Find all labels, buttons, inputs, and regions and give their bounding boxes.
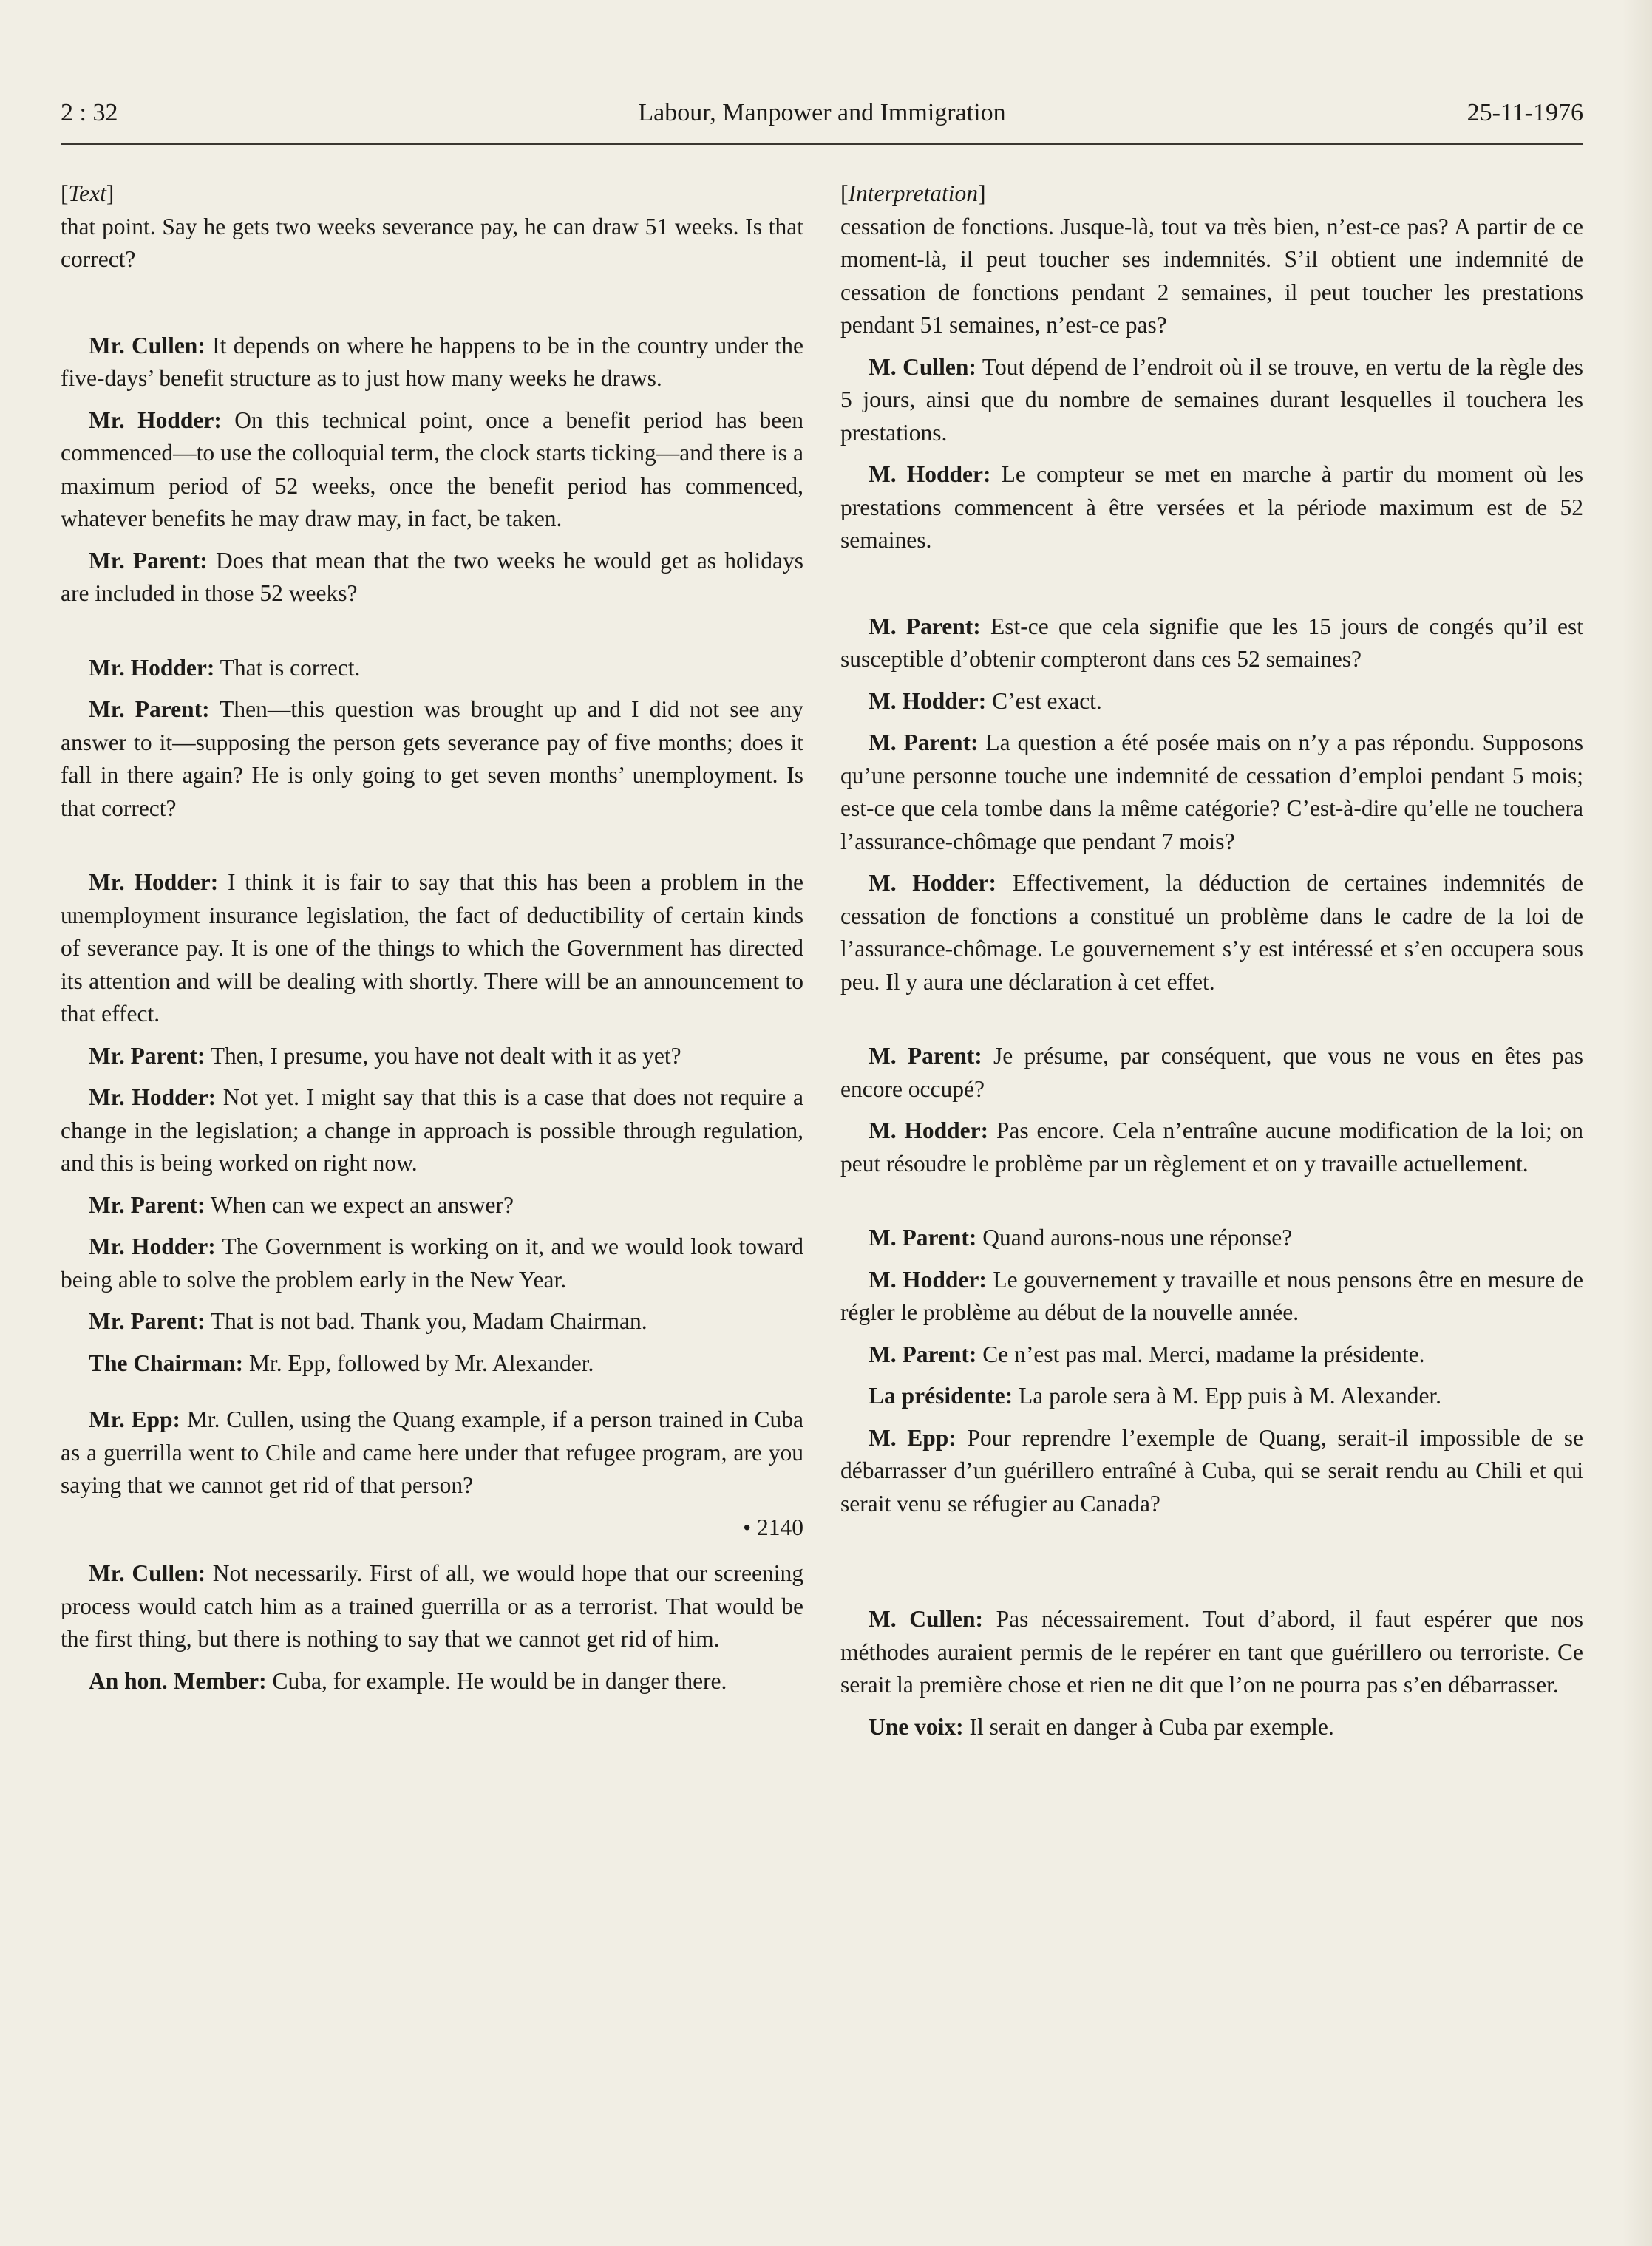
speaker-name: Mr. Hodder: <box>89 654 215 681</box>
speaker-name: M. Hodder: <box>869 687 987 714</box>
speech-paragraph: M. Parent: Ce n’est pas mal. Merci, madame la présidente. <box>869 1341 1425 1367</box>
speech-paragraph: M. Cullen: Pas nécessairement. Tout d’abord, il faut espérer que nos méthodes auraient permis de le repérer en tant que guérillero ou terroriste. Ce serait la première chose et rien ne dit que l’on ne pourra pas s’en débarrasser. <box>840 1606 1583 1698</box>
speech-paragraph: Mr. Parent: Then, I presume, you have not dealt with it as yet? <box>89 1042 681 1069</box>
speech-paragraph: M. Parent: Je présume, par conséquent, que vous ne vous en êtes pas encore occupé? <box>840 1043 1583 1102</box>
spacer <box>840 1189 1583 1222</box>
paragraph-intro: that point. Say he gets two weeks severance pay, he can draw 51 weeks. Is that correct? <box>61 213 803 272</box>
speaker-name: Une voix: <box>869 1713 964 1740</box>
speaker-name: Mr. Hodder: <box>89 406 222 433</box>
speech-paragraph: M. Parent: Quand aurons-nous une réponse? <box>869 1225 1293 1250</box>
section-label-text: [Text] <box>61 180 115 206</box>
section-label-interpretation: [Interpretation] <box>840 180 986 206</box>
speaker-name: M. Hodder: <box>869 870 997 896</box>
speech-paragraph: Mr. Parent: Does that mean that the two weeks he would get as holidays are included in those 52 weeks? <box>61 547 803 606</box>
speech-paragraph: La présidente: La parole sera à M. Epp puis à M. Alexander. <box>869 1383 1442 1409</box>
speaker-name: Mr. Cullen: <box>89 1560 206 1586</box>
speaker-name: M. Parent: <box>869 1225 977 1250</box>
speech-paragraph: Mr. Parent: Then—this question was brought up and I did not see any answer to it—supposing the person gets severance pay of five months; does it fall in there again? He is only going to get seven months’ unemployment. Is that correct? <box>61 696 803 821</box>
spacer <box>61 285 803 330</box>
speech-paragraph: M. Cullen: Tout dépend de l’endroit où il se trouve, en vertu de la règle des 5 jours, ainsi que du nombre de semaines durant lesquelles il touchera les prestations. <box>840 353 1583 446</box>
speech-paragraph: An hon. Member: Cuba, for example. He would be in danger there. <box>89 1667 727 1694</box>
speech-paragraph: M. Parent: La question a été posée mais on n’y a pas répondu. Supposons qu’une personne touche une indemnité de cessation d’emploi pendant 5 mois; est-ce que cela tombe dans la même catégorie? C’est-à-dire qu’elle ne touchera l’assurance-chômage que pendant 7 mois? <box>840 729 1584 854</box>
speech-paragraph: M. Hodder: Le gouvernement y travaille et nous pensons être en mesure de régler le problème au début de la nouvelle année. <box>840 1266 1583 1325</box>
speech-paragraph: Mr. Hodder: On this technical point, once a benefit period has been commenced—to use the colloquial term, the clock starts ticking—and there is a maximum period of 52 weeks, once the benefit period has commenced, whatever benefits he may draw may, in fact, be taken. <box>61 406 803 531</box>
time-marker: • 2140 <box>743 1514 803 1540</box>
speech-paragraph: The Chairman: Mr. Epp, followed by Mr. Alexander. <box>89 1350 594 1376</box>
speech-paragraph: Mr. Parent: That is not bad. Thank you, Madam Chairman. <box>89 1308 647 1334</box>
page-number: 2 : 32 <box>61 99 118 126</box>
speech-paragraph: Mr. Parent: When can we expect an answer? <box>89 1191 514 1218</box>
speaker-name: Mr. Parent: <box>89 1308 205 1334</box>
spacer <box>840 566 1583 610</box>
speech-paragraph: M. Hodder: Pas encore. Cela n’entraîne aucune modification de la loi; on peut résoudre le problème par un règlement et on y travaille actuellement. <box>840 1117 1583 1177</box>
speaker-name: Mr. Hodder: <box>89 1233 216 1259</box>
speaker-name: Mr. Epp: <box>89 1406 181 1432</box>
header-rule <box>61 143 1583 145</box>
speaker-name: Mr. Parent: <box>89 696 210 722</box>
publication-title: Labour, Manpower and Immigration <box>638 99 1006 126</box>
speech-paragraph: Mr. Hodder: The Government is working on it, and we would look toward being able to solve the problem early in the New Year. <box>61 1233 804 1293</box>
speech-paragraph: M. Epp: Pour reprendre l’exemple de Quang, serait-il impossible de se débarrasser d’un guérillero entraîné à Cuba, qui se serait rendu au Chili et qui serait venu se réfugier au Canada? <box>840 1424 1583 1517</box>
speaker-name: M. Hodder: <box>869 1266 987 1293</box>
speech-paragraph: Mr. Hodder: Not yet. I might say that this is a case that does not require a change in the legislation; a change in approach is possible through regulation, and this is being worked on right now. <box>61 1084 804 1176</box>
speaker-name: Mr. Parent: <box>89 547 208 574</box>
speech-paragraph: M. Hodder: Le compteur se met en marche à partir du moment où les prestations commencent à être versées et la période maximum est de 52 semaines. <box>840 461 1583 553</box>
speaker-name: Mr. Hodder: <box>89 869 219 895</box>
spacer <box>61 834 803 866</box>
speaker-name: M. Hodder: <box>869 1117 989 1143</box>
speaker-name: M. Parent: <box>869 1341 977 1367</box>
speaker-name: Mr. Parent: <box>89 1191 205 1218</box>
speaker-name: Mr. Parent: <box>89 1042 205 1069</box>
paragraph-intro: cessation de fonctions. Jusque-là, tout va très bien, n’est-ce pas? A partir de ce moment-là, il peut toucher ses indemnités. S’il obtient une indemnité de cessation de fonctions pendant 2 semaines, il peut toucher les prestations pendant 51 semaines, n’est-ce pas? <box>840 213 1583 338</box>
speech-paragraph: Une voix: Il serait en danger à Cuba par exemple. <box>869 1713 1334 1740</box>
speech-paragraph: Mr. Cullen: It depends on where he happens to be in the country under the five-days’ benefit structure as to just how many weeks he draws. <box>61 332 803 391</box>
speaker-name: M. Epp: <box>869 1424 956 1451</box>
speech-paragraph: M. Parent: Est-ce que cela signifie que les 15 jours de congés qu’il est susceptible d’obtenir compteront dans ces 52 semaines? <box>840 613 1583 672</box>
speaker-name: M. Cullen: <box>869 1606 984 1632</box>
speaker-name: M. Hodder: <box>869 461 991 487</box>
speaker-name: M. Parent: <box>869 1043 982 1069</box>
running-header <box>61 95 1583 143</box>
speaker-name: La présidente: <box>869 1383 1013 1409</box>
speech-paragraph: Mr. Cullen: Not necessarily. First of all, we would hope that our screening process would catch him as a trained guerrilla or as a terrorist. That would be the first thing, but there is nothing to say that we cannot get rid of him. <box>61 1560 803 1652</box>
spacer <box>840 1529 1583 1603</box>
speaker-name: The Chairman: <box>89 1350 244 1376</box>
speaker-name: M. Parent: <box>869 613 981 639</box>
spacer <box>61 1389 803 1403</box>
english-column <box>61 177 803 1706</box>
french-column <box>840 177 1583 1752</box>
speech-paragraph: Mr. Epp: Mr. Cullen, using the Quang example, if a person trained in Cuba as a guerrilla went to Chile and came here under that refugee program, are you saying that we cannot get rid of that person? <box>61 1406 804 1498</box>
header-date: 25-11-1976 <box>1466 99 1583 126</box>
speaker-name: Mr. Hodder: <box>89 1084 217 1110</box>
speech-paragraph: Mr. Hodder: That is correct. <box>89 654 361 681</box>
speaker-name: M. Parent: <box>869 729 979 755</box>
spacer <box>61 619 803 652</box>
spacer <box>840 1007 1583 1040</box>
speaker-name: Mr. Cullen: <box>89 332 205 358</box>
page-edge-shadow <box>1622 0 1652 2246</box>
speaker-name: M. Cullen: <box>869 353 976 380</box>
speaker-name: An hon. Member: <box>89 1667 267 1694</box>
speech-paragraph: Mr. Hodder: I think it is fair to say that this has been a problem in the unemployment insurance legislation, the fact of deductibility of certain kinds of severance pay. It is one of the things to which the Government has directed its attention and will be dealing with shortly. There will be an announcement to that effect. <box>61 869 803 1027</box>
speech-paragraph: M. Hodder: Effectivement, la déduction de certaines indemnités de cessation de fonctions a constitué un problème dans le cadre de la loi de l’assurance-chômage. Le gouvernement s’y est intéressé et s’en occupera sous peu. Il y aura une déclaration à cet effet. <box>840 870 1583 995</box>
speech-paragraph: M. Hodder: C’est exact. <box>869 687 1102 714</box>
